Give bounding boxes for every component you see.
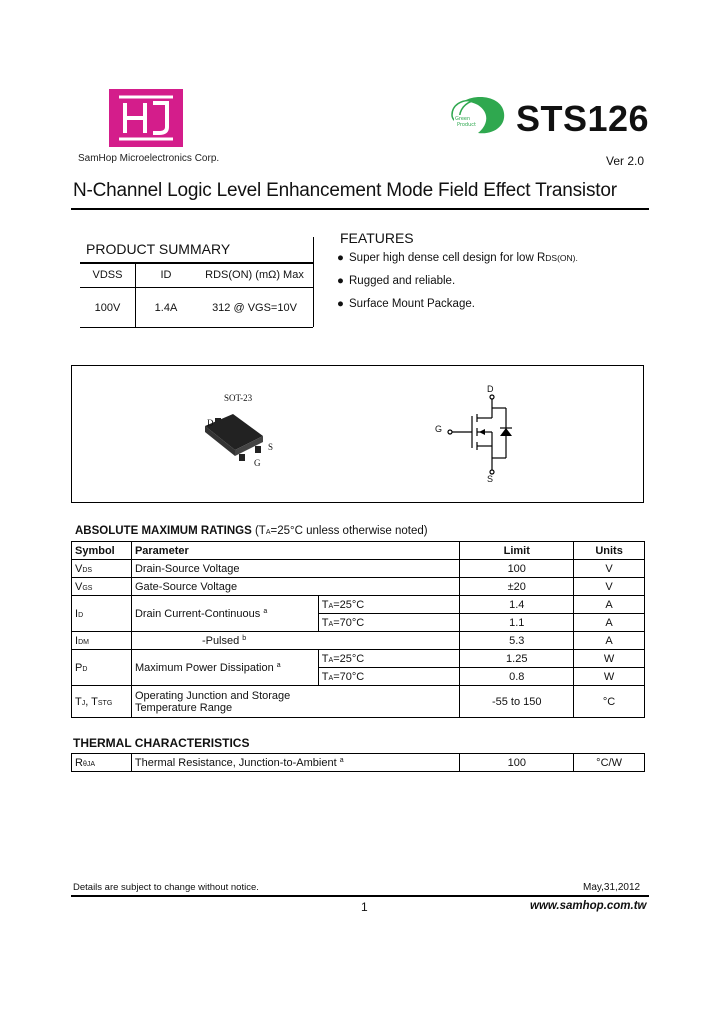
col-units: Units bbox=[574, 542, 645, 560]
product-summary-heading: PRODUCT SUMMARY bbox=[86, 241, 231, 257]
unit-cell: W bbox=[574, 668, 645, 686]
features-list bbox=[337, 250, 578, 319]
symbol-cell: VGS bbox=[72, 578, 132, 596]
parameter-cell: -Pulsed $^b$ bbox=[131, 632, 459, 650]
green-product-logo bbox=[448, 95, 506, 142]
symbol-source-label: S bbox=[487, 474, 494, 484]
table-row bbox=[72, 686, 645, 718]
package-name: SOT-23 bbox=[224, 393, 253, 403]
symbol-cell: RθJA bbox=[72, 754, 132, 772]
parameter-cell: Maximum Power Dissipation $^a$ bbox=[131, 650, 318, 686]
unit-cell: °C/W bbox=[574, 754, 645, 772]
limit-cell: 5.3 bbox=[460, 632, 574, 650]
table-row bbox=[72, 632, 645, 650]
symbol-drain-label: D bbox=[487, 384, 494, 394]
col-rds: RDS(ON) (mΩ) Max bbox=[196, 263, 313, 288]
condition-cell: TA=70°C bbox=[318, 614, 460, 632]
id-value: 1.4A bbox=[154, 302, 178, 314]
parameter-cell: Drain-Source Voltage bbox=[131, 560, 459, 578]
unit-cell: A bbox=[574, 614, 645, 632]
col-id: ID bbox=[136, 263, 197, 288]
summary-divider bbox=[313, 237, 314, 327]
col-symbol: Symbol bbox=[72, 542, 132, 560]
green-leaf-icon bbox=[448, 95, 506, 137]
thermal-table bbox=[71, 753, 645, 772]
disclaimer: Details are subject to change without notice. bbox=[73, 882, 259, 893]
table-row bbox=[72, 754, 645, 772]
parameter-cell: Thermal Resistance, Junction-to-Ambient $^a$ bbox=[131, 754, 460, 772]
condition-cell: TA=25°C bbox=[318, 596, 460, 614]
unit-cell: A bbox=[574, 596, 645, 614]
pin-d-label: D bbox=[207, 418, 214, 428]
website-link[interactable]: www.samhop.com.tw bbox=[530, 900, 647, 912]
feature-item: ● Rugged and reliable. bbox=[337, 275, 456, 287]
limit-cell: 1.25 bbox=[460, 650, 574, 668]
table-row bbox=[72, 596, 645, 614]
rds-value: 312 @ VGS=10V bbox=[212, 302, 297, 314]
feature-item: ● Super high dense cell design for low RDS(ON). bbox=[337, 252, 578, 264]
doc-date: May,31,2012 bbox=[583, 882, 641, 893]
col-parameter: Parameter bbox=[131, 542, 459, 560]
sot23-package-icon bbox=[197, 406, 287, 466]
product-summary-table bbox=[80, 263, 313, 328]
unit-cell: A bbox=[574, 632, 645, 650]
summary-bottom-rule bbox=[80, 327, 313, 328]
table-row bbox=[72, 578, 645, 596]
part-number: STS126 bbox=[516, 98, 650, 139]
limit-cell: 100 bbox=[460, 560, 574, 578]
unit-cell: °C bbox=[574, 686, 645, 718]
thermal-heading: THERMAL CHARACTERISTICS bbox=[73, 736, 250, 750]
footer-rule bbox=[71, 895, 649, 897]
table-row bbox=[72, 560, 645, 578]
parameter-cell: Drain Current-Continuous $^a$ bbox=[131, 596, 318, 632]
symbol-cell: VDS bbox=[72, 560, 132, 578]
company-logo bbox=[109, 89, 183, 147]
title-rule bbox=[71, 208, 649, 210]
pin-g-label: G bbox=[254, 458, 261, 468]
col-limit: Limit bbox=[460, 542, 574, 560]
limit-cell: -55 to 150 bbox=[460, 686, 574, 718]
document-title: N-Channel Logic Level Enhancement Mode Field Effect Transistor bbox=[73, 180, 617, 201]
symbol-cell: TJ, TSTG bbox=[72, 686, 132, 718]
limit-cell: ±20 bbox=[460, 578, 574, 596]
symbol-gate-label: G bbox=[435, 424, 443, 434]
limit-cell: 1.1 bbox=[460, 614, 574, 632]
page-number: 1 bbox=[361, 900, 368, 914]
version-label: Ver 2.0 bbox=[606, 154, 645, 168]
symbol-cell: ID bbox=[72, 596, 132, 632]
company-name: SamHop Microelectronics Corp. bbox=[78, 153, 220, 164]
table-header-row bbox=[72, 542, 645, 560]
symbol-cell: PD bbox=[72, 650, 132, 686]
parameter-cell: Operating Junction and Storage Temperature Range bbox=[131, 686, 459, 718]
feature-item: ● Surface Mount Package. bbox=[337, 298, 475, 310]
col-vdss: VDSS bbox=[80, 263, 136, 288]
limit-cell: 1.4 bbox=[460, 596, 574, 614]
svg-text:Product: Product bbox=[457, 122, 476, 128]
unit-cell: V bbox=[574, 578, 645, 596]
ratings-table bbox=[71, 541, 645, 718]
samhop-logo-icon bbox=[109, 89, 183, 147]
unit-cell: W bbox=[574, 650, 645, 668]
limit-cell: 100 bbox=[460, 754, 574, 772]
condition-cell: TA=70°C bbox=[318, 668, 460, 686]
unit-cell: V bbox=[574, 560, 645, 578]
svg-text:Green: Green bbox=[455, 116, 471, 122]
vdss-value: 100V bbox=[80, 288, 136, 329]
parameter-cell: Gate-Source Voltage bbox=[131, 578, 459, 596]
pin-s-label: S bbox=[268, 442, 274, 452]
condition-cell: TA=25°C bbox=[318, 650, 460, 668]
features-heading: FEATURES bbox=[340, 230, 414, 246]
ratings-heading: ABSOLUTE MAXIMUM RATINGS (TA=25°C unless otherwise noted) bbox=[75, 525, 428, 537]
package-diagram-box bbox=[71, 365, 644, 503]
limit-cell: 0.8 bbox=[460, 668, 574, 686]
mosfet-symbol-icon bbox=[444, 394, 524, 476]
table-row bbox=[72, 650, 645, 668]
symbol-cell: IDM bbox=[72, 632, 132, 650]
